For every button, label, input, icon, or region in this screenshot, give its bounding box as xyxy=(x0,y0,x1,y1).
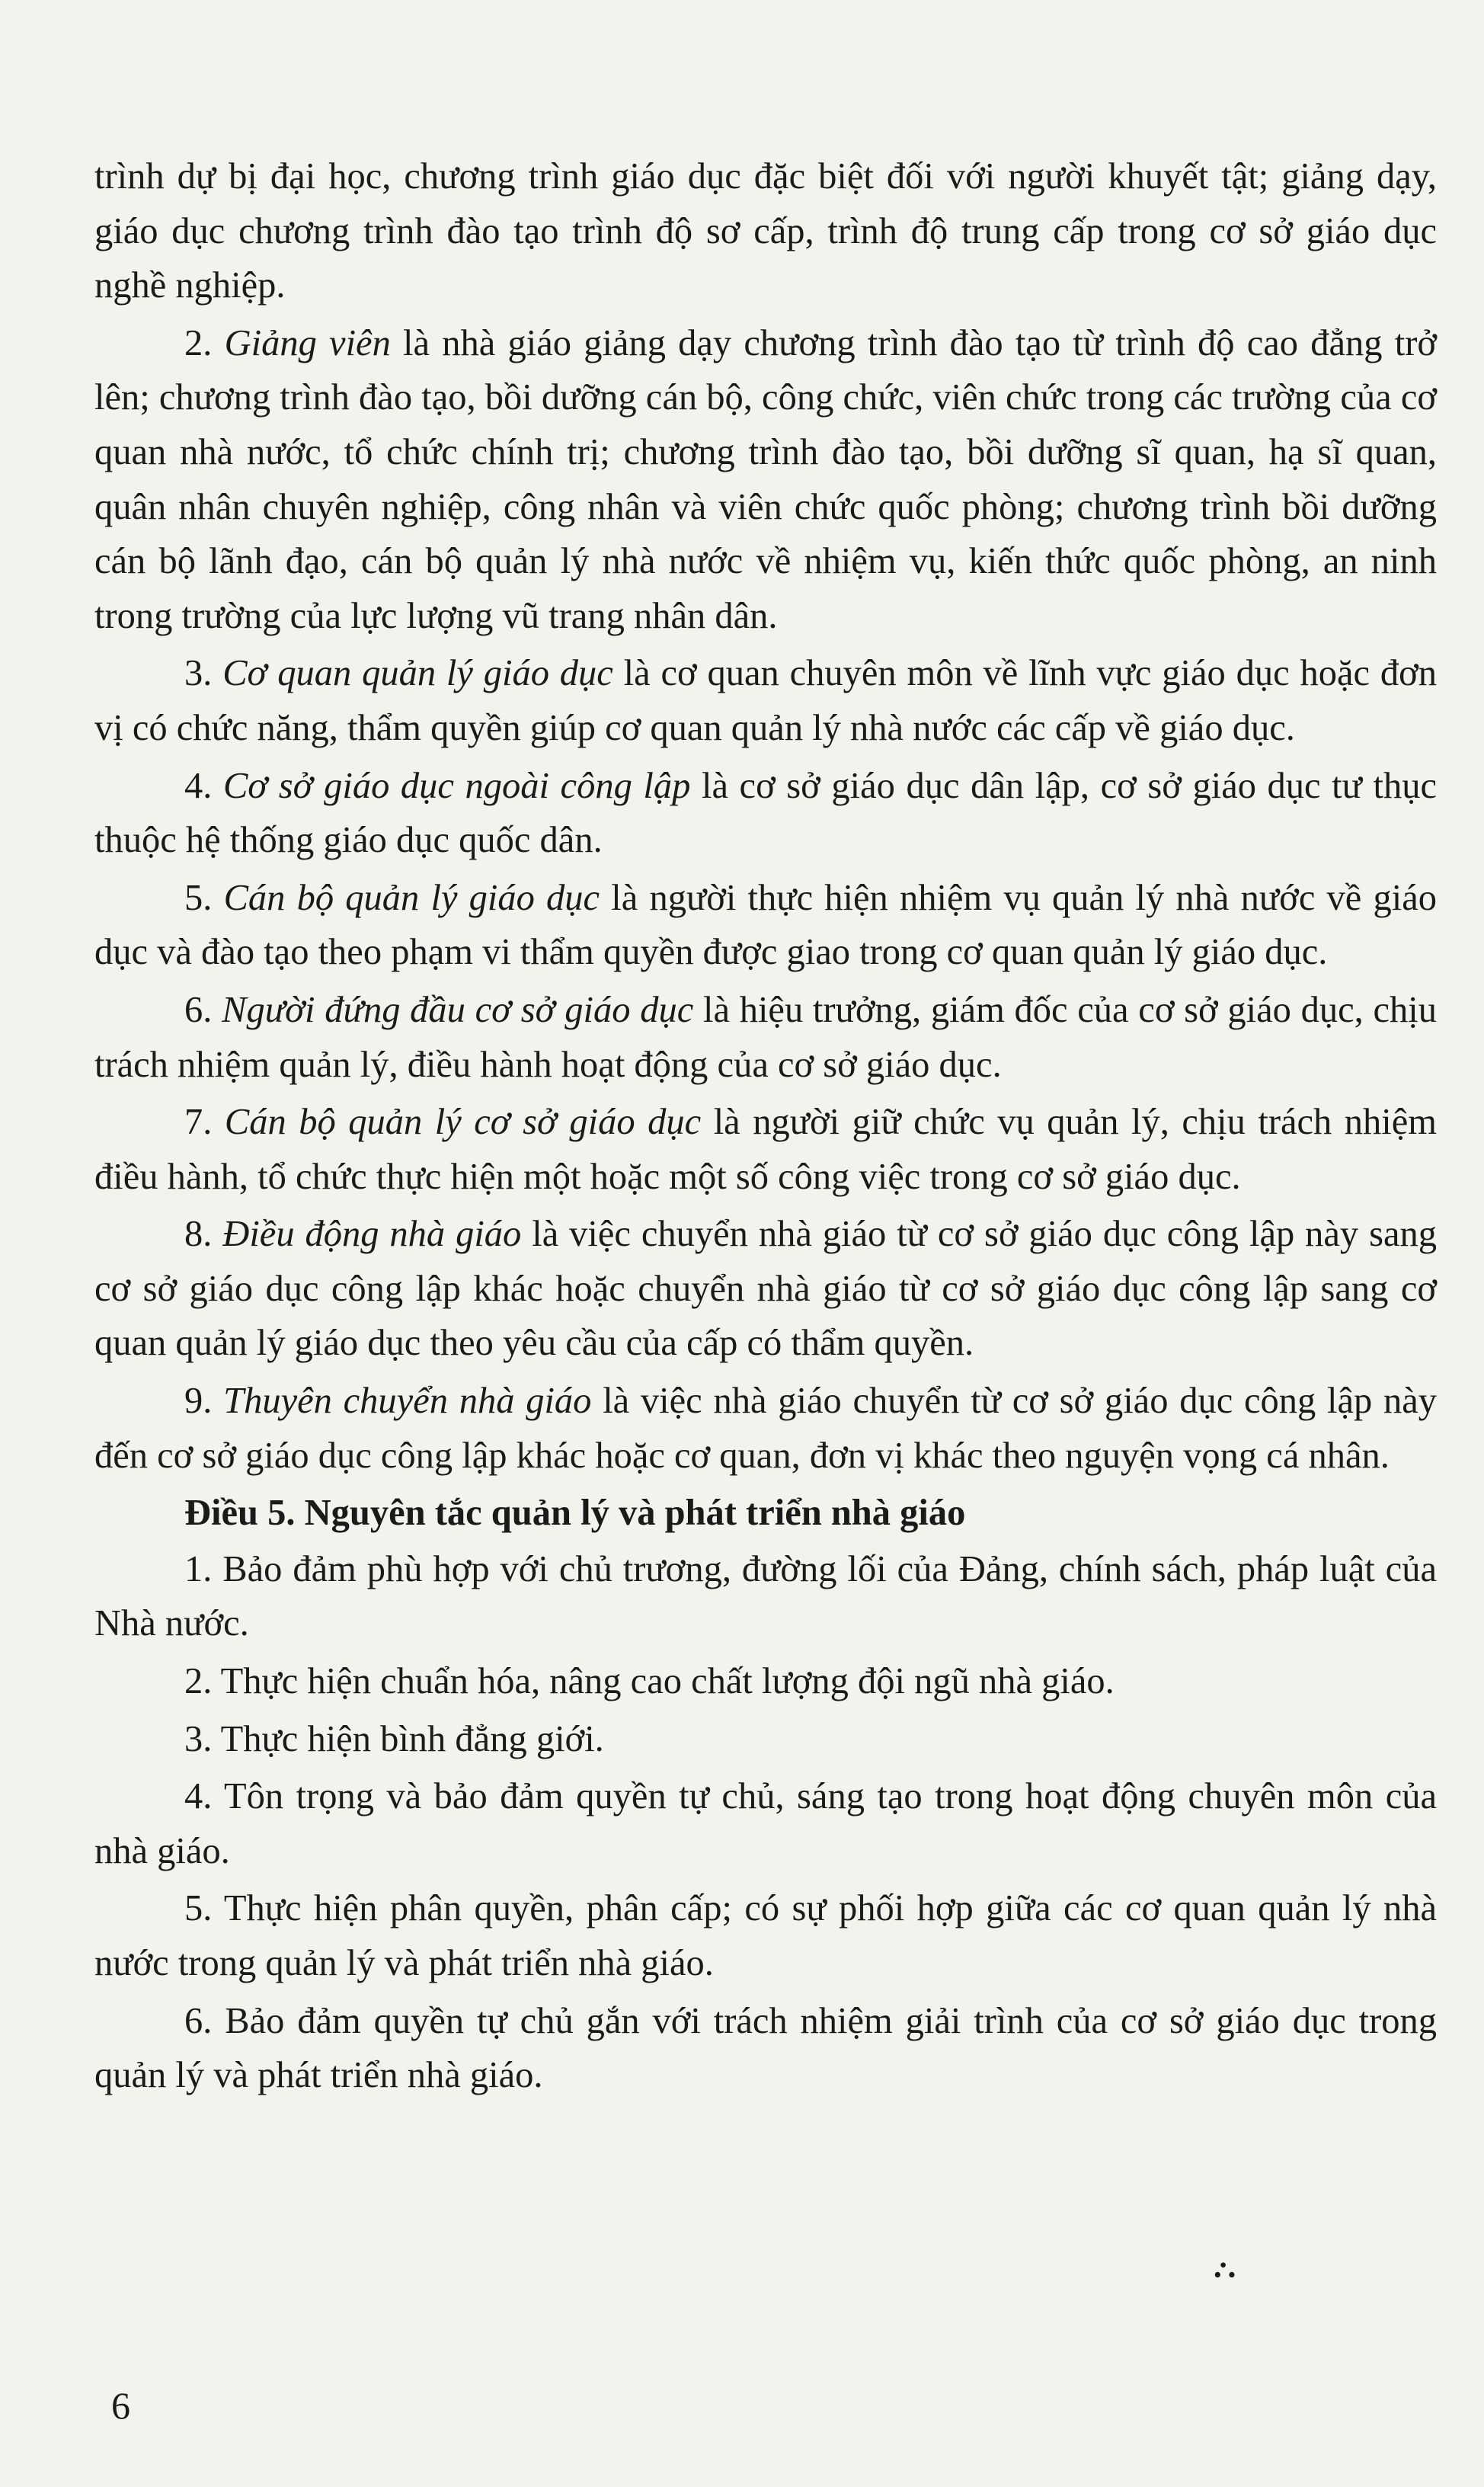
principle-3: 3. Thực hiện bình đẳng giới. xyxy=(184,1718,604,1759)
definition-text: là hiệu trưởng, giám đốc của cơ sở giáo dục, chịu trách nhiệm quản lý, điều hành hoạt động của cơ sở giáo dục. xyxy=(94,989,1438,1085)
article-heading: Điều 5. Nguyên tắc quản lý và phát triển nhà giáo xyxy=(184,1493,966,1534)
definition-number: 4. xyxy=(184,765,213,806)
printing-mark: ·̇· xyxy=(1212,2256,1241,2293)
definition-number: 3. xyxy=(184,653,213,694)
definition-7 xyxy=(94,1095,1437,1204)
definition-term: Cán bộ quản lý giáo dục xyxy=(223,877,600,918)
definition-text: là cơ sở giáo dục dân lập, cơ sở giáo dục tư thục thuộc hệ thống giáo dục quốc dân. xyxy=(94,765,1437,861)
definition-text: là cơ quan chuyên môn về lĩnh vực giáo dục hoặc đơn vị có chức năng, thẩm quyền giúp cơ quan quản lý nhà nước các cấp về giáo dục. xyxy=(94,653,1437,748)
principle-6: 6. Bảo đảm quyền tự chủ gắn với trách nhiệm giải trình của cơ sở giáo dục trong quản lý và phát triển nhà giáo. xyxy=(94,2000,1437,2096)
opening-paragraph: trình dự bị đại học, chương trình giáo dục đặc biệt đối với người khuyết tật; giảng dạy, giáo dục chương trình đào tạo trình độ sơ cấp, trình độ trung cấp trong cơ sở giáo dục nghề nghiệp. xyxy=(94,156,1437,306)
definition-term: Cơ quan quản lý giáo dục xyxy=(222,653,613,694)
principle-4: 4. Tôn trọng và bảo đảm quyền tự chủ, sáng tạo trong hoạt động chuyên môn của nhà giáo. xyxy=(94,1776,1437,1871)
definition-8 xyxy=(94,1207,1437,1371)
definition-text: là việc chuyển nhà giáo từ cơ sở giáo dục công lập này sang cơ sở giáo dục công lập khác hoặc chuyển nhà giáo từ cơ sở giáo dục công lập sang cơ quan quản lý giáo dục theo yêu cầu của cấp có thẩm quyền. xyxy=(94,1214,1437,1364)
definition-5 xyxy=(94,871,1437,980)
definition-term: Thuyên chuyển nhà giáo xyxy=(223,1381,592,1422)
definition-4 xyxy=(94,759,1437,868)
definition-term: Cơ sở giáo dục ngoài công lập xyxy=(222,765,691,806)
definition-text: là người giữ chức vụ quản lý, chịu trách nhiệm điều hành, tổ chức thực hiện một hoặc một số công việc trong cơ sở giáo dục. xyxy=(94,1102,1438,1197)
definition-number: 6. xyxy=(184,989,213,1030)
definition-term: Giảng viên xyxy=(224,322,391,363)
principle-5: 5. Thực hiện phân quyền, phân cấp; có sự phối hợp giữa các cơ quan quản lý nhà nước trong quản lý và phát triển nhà giáo. xyxy=(94,1888,1437,1983)
principle-2: 2. Thực hiện chuẩn hóa, nâng cao chất lượng đội ngũ nhà giáo. xyxy=(184,1661,1115,1702)
definition-2 xyxy=(94,316,1437,644)
definition-6 xyxy=(94,983,1437,1092)
definition-term: Cán bộ quản lý cơ sở giáo dục xyxy=(224,1102,702,1143)
definition-text: là nhà giáo giảng dạy chương trình đào tạo từ trình độ cao đẳng trở lên; chương trình đào tạo, bồi dưỡng cán bộ, công chức, viên chức trong các trường của cơ quan nhà nước, tổ chức chính trị; chương trình đào tạo, bồi dưỡng sĩ quan, hạ sĩ quan, quân nhân chuyên nghiệp, công nhân và viên chức quốc phòng; chương trình bồi dưỡng cán bộ lãnh đạo, cán bộ quản lý nhà nước về nhiệm vụ, kiến thức quốc phòng, an ninh trong trường của lực lượng vũ trang nhân dân. xyxy=(94,322,1438,636)
definition-term: Điều động nhà giáo xyxy=(222,1214,522,1255)
page-number: 6 xyxy=(111,2384,130,2427)
definition-number: 9. xyxy=(184,1381,213,1422)
definition-9 xyxy=(94,1374,1437,1483)
definition-number: 5. xyxy=(184,877,213,918)
definition-3 xyxy=(94,646,1437,755)
definition-text: là việc nhà giáo chuyển từ cơ sở giáo dục công lập này đến cơ sở giáo dục công lập khác hoặc cơ quan, đơn vị khác theo nguyện vọng cá nhân. xyxy=(94,1381,1437,1476)
principle-1: 1. Bảo đảm phù hợp với chủ trương, đường lối của Đảng, chính sách, pháp luật của Nhà nước. xyxy=(94,1548,1437,1644)
definition-number: 7. xyxy=(184,1102,213,1143)
definition-number: 2. xyxy=(184,322,213,363)
definition-term: Người đứng đầu cơ sở giáo dục xyxy=(222,989,694,1030)
definition-text: là người thực hiện nhiệm vụ quản lý nhà nước về giáo dục và đào tạo theo phạm vi thẩm quyền được giao trong cơ quan quản lý giáo dục. xyxy=(94,877,1437,973)
definition-number: 8. xyxy=(184,1214,213,1255)
